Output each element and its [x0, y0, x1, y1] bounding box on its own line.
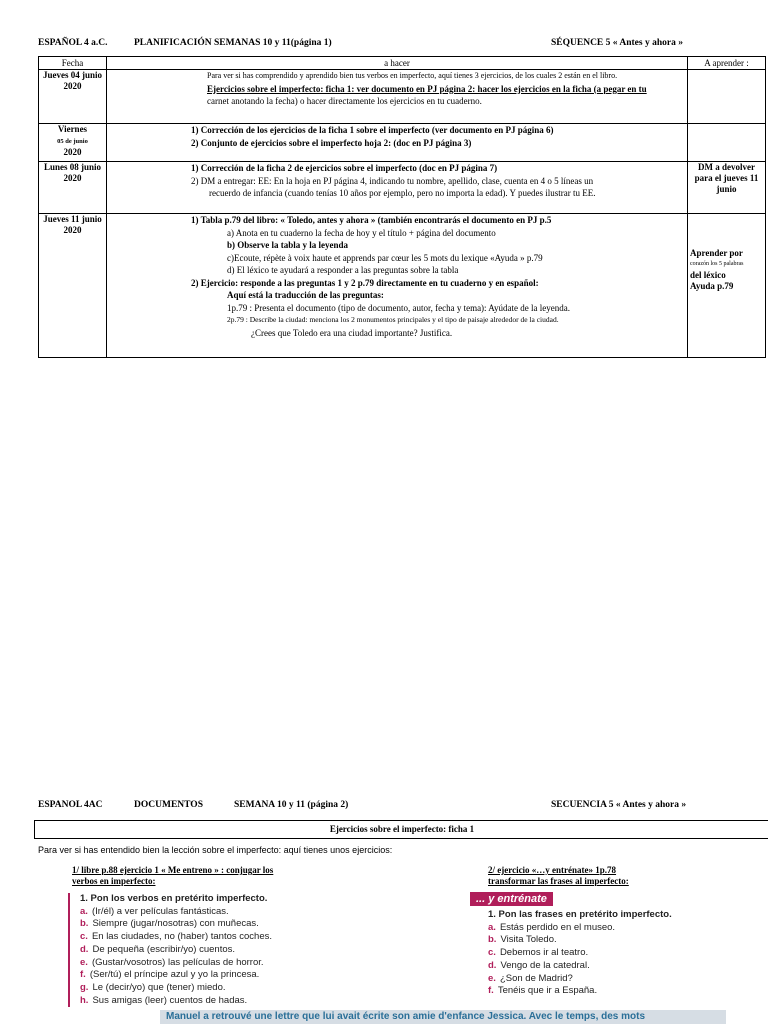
item-letter: a. — [80, 905, 88, 917]
row-aprender — [688, 70, 766, 124]
row-aprender: DM a devolver para el jueves 11 junio — [688, 162, 766, 214]
item-letter: h. — [80, 994, 89, 1006]
aprender-line: del léxico — [690, 270, 726, 280]
row-aprender — [688, 214, 766, 358]
exercise-2-title-line: 2/ ejercicio «…y entrénate» 1p.78 — [488, 865, 617, 875]
page2-subject: ESPANOL 4AC — [38, 800, 103, 810]
item-letter: d. — [488, 959, 497, 971]
task-line: 2) Ejercicio: responde a las preguntas 1 y 2 p.79 directamente en tu cuaderno y en español: — [191, 277, 539, 288]
intro-text: Para ver si has entendido bien la lección sobre el imperfecto: aquí tienes unos ejercicios: — [38, 845, 393, 855]
task-line: 2) Conjunto de ejercicios sobre el imperfecto hoja 2: (doc en PJ página 3) — [191, 137, 472, 148]
exercise-2-title — [488, 865, 688, 887]
page2-week: SEMANA 10 y 11 (página 2) — [234, 800, 349, 810]
exercise-1-items — [80, 906, 392, 1008]
exercise-item — [488, 922, 690, 935]
row-tasks — [107, 124, 688, 162]
table-row — [39, 162, 766, 214]
task-line: ¿Crees que Toledo era una ciudad importante? Justifica. — [251, 327, 453, 338]
task-line: Para ver si has comprendido y aprendido bien tus verbos en imperfecto, aquí tienes 3 ejercicios, de los cuales 2 están en el libro. — [207, 71, 618, 80]
exercise-item — [488, 985, 690, 998]
aprender-line: Ayuda p.79 — [690, 281, 734, 291]
row-tasks — [107, 214, 688, 358]
exercise-item — [488, 973, 690, 986]
item-text: Tenéis que ir a España. — [497, 985, 598, 997]
exercise-1-book-excerpt — [68, 893, 392, 1007]
exercise-item — [488, 934, 690, 947]
task-line: d) El léxico te ayudará a responder a las preguntas sobre la tabla — [227, 265, 459, 275]
item-letter: e. — [80, 956, 88, 968]
item-text: (Gustar/vosotros) las películas de horror. — [91, 956, 264, 968]
date-weekday: Viernes — [57, 124, 88, 134]
exercise-2-heading: 1. Pon las frases en pretérito imperfecto. — [488, 909, 672, 920]
exercise-1 — [72, 865, 392, 1007]
exercise-item — [488, 947, 690, 960]
date-day: 05 de junio — [57, 138, 88, 145]
task-line: 1) Tabla p.79 del libro: « Toledo, antes y ahora » (también encontrarás el documento en PJ p.5 — [191, 215, 552, 225]
item-letter: c. — [488, 947, 496, 959]
item-text: (Ir/él) a ver películas fantásticas. — [91, 905, 229, 917]
exercise-item — [80, 982, 392, 995]
exercise-item — [80, 995, 392, 1008]
exercise-sheet-title: Ejercicios sobre el imperfecto: ficha 1 — [34, 820, 768, 839]
item-text: Le (decir/yo) que (tener) miedo. — [92, 981, 226, 993]
item-text: Sus amigas (leer) cuentos de hadas. — [92, 994, 248, 1006]
exercise-item — [80, 931, 392, 944]
task-line: carnet anotando la fecha) o hacer directamente los ejercicios en tu cuaderno. — [207, 96, 482, 106]
exercise-2-book-excerpt — [470, 889, 690, 998]
exercise-1-heading: 1. Pon los verbos en pretérito imperfecto. — [80, 893, 268, 904]
planning-table — [38, 56, 766, 358]
item-text: Debemos ir al teatro. — [499, 947, 589, 959]
aprender-line: Aprender por — [690, 248, 743, 258]
column-header-fecha: Fecha — [39, 57, 107, 70]
item-letter: d. — [80, 943, 89, 955]
exercise-2-title-line: transformar las frases al imperfecto: — [488, 876, 629, 886]
item-letter: c. — [80, 931, 88, 943]
table-row — [39, 124, 766, 162]
item-letter: a. — [488, 921, 496, 933]
page1-sequence: SÉQUENCE 5 « Antes y ahora » — [551, 38, 683, 48]
exercise-item — [80, 906, 392, 919]
row-date: Jueves 11 junio 2020 — [39, 214, 107, 358]
task-line: 1) Corrección de los ejercicios de la ficha 1 sobre el imperfecto (ver documento en PJ página 6) — [191, 125, 554, 135]
row-date — [39, 124, 107, 162]
exercise-1-title-line: 1/ libre p.88 ejercicio 1 « Me entreno » : conjugar los — [72, 865, 274, 875]
item-text: Siempre (jugar/nosotras) con muñecas. — [92, 918, 259, 930]
exercise-1-title-line: verbos en imperfecto: — [72, 876, 156, 886]
table-row — [39, 70, 766, 124]
task-line: c)Ecoute, répète à voix haute et apprends par cœur les 5 mots du lexique «Ayuda » p.79 — [227, 252, 543, 263]
item-letter: e. — [488, 972, 496, 984]
exercise-1-title — [72, 865, 392, 887]
item-text: Vengo de la catedral. — [500, 959, 590, 971]
item-letter: b. — [488, 934, 497, 946]
column-header-a-aprender: A aprender : — [688, 57, 766, 70]
item-text: ¿Son de Madrid? — [499, 972, 573, 984]
exercise-2 — [488, 865, 688, 887]
letter-banner: Manuel a retrouvé une lettre que lui avait écrite son amie d'enfance Jessica. Avec le temps, des mots — [160, 1010, 726, 1024]
column-header-a-hacer: a hacer — [107, 57, 688, 70]
exercise-2-items — [488, 922, 690, 998]
task-line: Ejercicios sobre el imperfecto: ficha 1: ver documento en PJ página 2: hacer los ejercicios en la ficha (a pegar en tu — [207, 83, 647, 94]
exercise-item — [80, 957, 392, 970]
page2-sequence: SECUENCIA 5 « Antes y ahora » — [551, 800, 687, 810]
table-row — [39, 214, 766, 358]
page1-title: PLANIFICACIÓN SEMANAS 10 y 11(página 1) — [134, 38, 332, 48]
task-line: 1) Corrección de la ficha 2 de ejercicios sobre el imperfecto (doc en PJ página 7) — [191, 163, 498, 173]
page2-documents: DOCUMENTOS — [134, 800, 203, 810]
task-line: b) Observe la tabla y la leyenda — [227, 240, 348, 250]
row-aprender — [688, 124, 766, 162]
item-text: Visita Toledo. — [500, 934, 557, 946]
task-line: a) Anota en tu cuaderno la fecha de hoy y el título + página del documento — [227, 227, 496, 238]
task-line: 2) DM a entregar: EE: En la hoja en PJ página 4, indicando tu nombre, apellido, clase, cuenta en 4 o 5 líneas un — [191, 175, 594, 186]
exercise-item — [80, 969, 392, 982]
exercise-item — [488, 960, 690, 973]
date-year: 2020 — [63, 147, 82, 157]
task-line: Aquí está la traducción de las preguntas: — [227, 290, 384, 300]
item-text: En las ciudades, no (haber) tantos coches. — [91, 931, 273, 943]
item-letter: b. — [80, 918, 89, 930]
item-text: Estás perdido en el museo. — [499, 921, 616, 933]
row-date: Jueves 04 junio 2020 — [39, 70, 107, 124]
item-text: (Ser/tú) el príncipe azul y yo la princesa. — [89, 969, 260, 981]
page1-subject: ESPAÑOL 4 a.C. — [38, 38, 108, 48]
item-letter: f. — [488, 985, 494, 997]
task-line: recuerdo de infancia (cuando tenías 10 años por ejemplo, pero no importa la edad). Y puedes ilustrar tu EE. — [209, 188, 596, 198]
exercise-item — [80, 918, 392, 931]
row-date: Lunes 08 junio 2020 — [39, 162, 107, 214]
exercise-item — [80, 944, 392, 957]
item-letter: g. — [80, 981, 89, 993]
task-line: 2p.79 : Describe la ciudad: menciona los 2 monumentos principales y el tipo de paisaje alrededor de la ciudad. — [227, 315, 559, 324]
row-tasks — [107, 70, 688, 124]
item-text: De pequeña (escribir/yo) cuentos. — [92, 943, 236, 955]
row-tasks — [107, 162, 688, 214]
aprender-line: corazón los 5 palabras — [690, 261, 744, 267]
entrenate-badge: ... y entrénate — [470, 892, 553, 906]
task-line: 1p.79 : Presenta el documento (tipo de documento, autor, fecha y tema): Ayúdate de la leyenda. — [227, 302, 570, 313]
item-letter: f. — [80, 969, 86, 981]
table-header-row — [39, 57, 766, 70]
